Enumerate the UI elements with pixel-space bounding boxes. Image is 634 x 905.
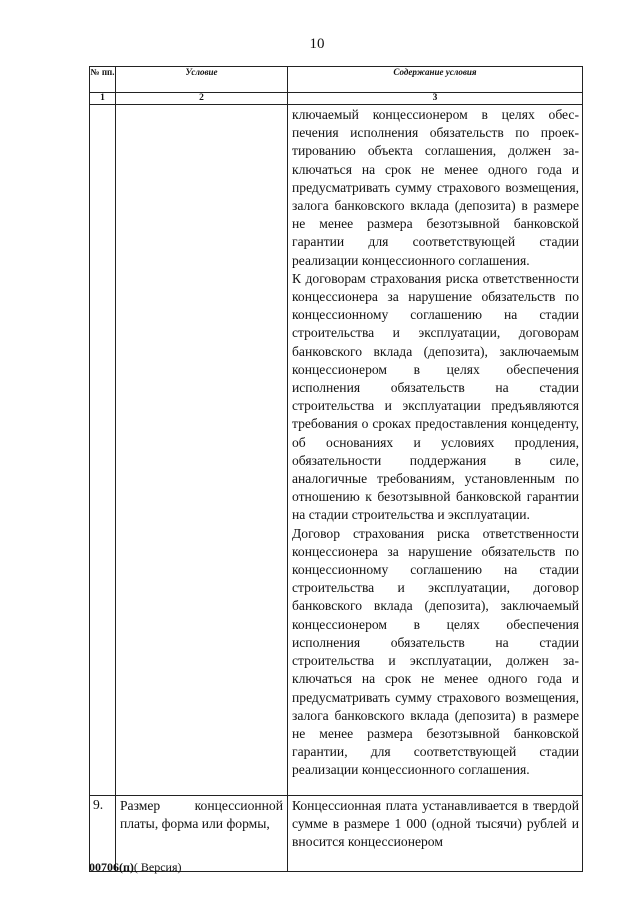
row9-number: 9. (90, 796, 116, 872)
content-paragraph-2: К договорам страхования риска ответственности концессионера за нарушение обязательств по концессионному соглашению на стадии строительства и эксплуатации, договорам банковского вклада (депозита), заключаемым концессионером в целях обеспечения исполнения обязательств на стадии строительства и эксплуатации предъявляются требования о сроках предоставления концеденту, об основаниях и условиях продления, обязательности поддержания в силе, аналогичные требованиям, установленным по отношению к безотзывной банковской гарантии на стадии строительства и эксплуатации. (292, 270, 579, 523)
row9-content-cell (288, 796, 583, 872)
column-numbers-row (90, 93, 583, 105)
content-cell (288, 105, 583, 796)
content-paragraph-3: Договор страхования риска ответственности концессионера за нарушение обязательств по концессионному соглашению на стадии строительства и эксплуатации, договор банковского вклада (депозита), заключаемый концессионером в целях обеспечения исполнения обязательств на стадии строительства и эксплуатации, должен заключаться на срок не менее одного года и предусматривать сумму страхового возмещения, залога банковского вклада (депозита) в размере не менее размера безотзывной банковской гарантии, для соответствующей стадии реализации концессионного соглашения. (292, 525, 579, 778)
page-number: 10 (309, 36, 325, 52)
row9-content: Концессионная плата устанавливается в твердой сумме в размере 1 000 (одной тысячи) рублей и вносится концессионером (292, 798, 579, 850)
header-condition: Условие (116, 67, 288, 93)
table-row-continuation (90, 105, 583, 796)
empty-condition-cell (116, 105, 288, 796)
col-number-3: 3 (288, 93, 583, 105)
col-number-2: 2 (116, 93, 288, 105)
content-paragraph-1: ключаемый концессионером в целях обеспечения исполнения обязательств по проектированию объекта соглашения, должен заключаться на срок не менее одного года и предусматривать сумму страхового возмещения, залога банковского вклада (депозита) в размере не менее размера безотзывной банковской гарантии для соответствующей стадии реализации концессионного соглашения. (292, 107, 579, 268)
footer-version: ( Версия) (133, 860, 182, 874)
conditions-table (89, 66, 583, 872)
header-num: № пп. (90, 67, 116, 93)
col-number-1: 1 (90, 93, 116, 105)
table-header-row (90, 67, 583, 93)
footer-code: 00706(п) (89, 860, 134, 874)
empty-num-cell (90, 105, 116, 796)
row9-condition: Размер концессионной платы, форма или формы, (116, 796, 288, 872)
header-content: Содержание условия (288, 67, 583, 93)
footer (89, 860, 182, 875)
